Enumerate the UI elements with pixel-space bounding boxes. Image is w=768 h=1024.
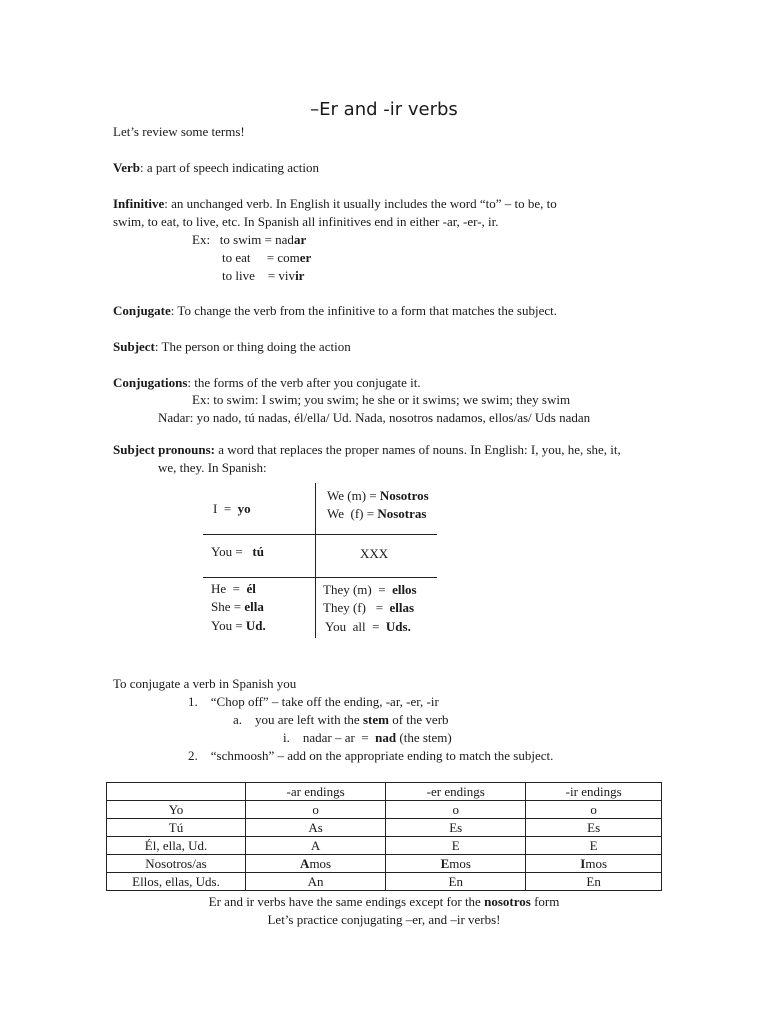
- pronoun-label: She =: [211, 599, 245, 614]
- table-row: [107, 873, 662, 891]
- pronoun-label: I =: [213, 501, 238, 516]
- verb-definition: [113, 160, 319, 176]
- footer-text: Er and ir verbs have the same endings except for the: [208, 894, 485, 909]
- table-cell: o: [526, 801, 662, 819]
- pronoun-ellas: [323, 599, 414, 617]
- infinitive-example-2: [222, 250, 311, 266]
- table-cell: Es: [386, 819, 526, 837]
- example-prefix: to live = viv: [222, 268, 296, 283]
- pronoun-word: yo: [237, 501, 251, 516]
- infinitive-definition-line1: [113, 196, 557, 212]
- table-cell: Es: [526, 819, 662, 837]
- pronoun-ud: [211, 617, 266, 635]
- step-1-i: [283, 730, 452, 746]
- table-cell: En: [526, 873, 662, 891]
- step-bold: nad: [375, 730, 397, 745]
- example-prefix: to eat = com: [222, 250, 300, 265]
- example-prefix: Ex: to swim = nad: [192, 232, 294, 247]
- table-cell: Nosotros/as: [107, 855, 246, 873]
- subject-pronouns-definition-line2: we, they. In Spanish:: [158, 460, 267, 475]
- pronoun-word: ellas: [389, 600, 415, 615]
- pronoun-word: ellos: [392, 582, 417, 597]
- conjugations-example-spanish: Nadar: yo nado, tú nadas, él/ella/ Ud. Nada, nosotros nadamos, ellos/as/ Uds nadan: [158, 410, 591, 425]
- step-text: (the stem): [396, 730, 452, 745]
- table-header-row: [107, 783, 662, 801]
- step-2: 2. “schmoosh” – add on the appropriate ending to match the subject.: [188, 748, 554, 763]
- infinitive-definition-line2: swim, to eat, to live, etc. In Spanish all infinitives end in either -ar, -er-, ir.: [113, 214, 499, 229]
- conjugations-term: Conjugations: [113, 375, 188, 390]
- table-header-cell: -ir endings: [526, 783, 662, 801]
- step-bold: stem: [362, 712, 389, 727]
- pronoun-label: We (m) =: [327, 488, 380, 503]
- table-cell: Emos: [386, 855, 526, 873]
- conjugations-definition: [113, 375, 421, 391]
- table-header-cell: -ar endings: [246, 783, 386, 801]
- table-cell: En: [386, 873, 526, 891]
- footer-bold: nosotros: [484, 894, 531, 909]
- table-header-cell: -er endings: [386, 783, 526, 801]
- step-text: of the verb: [388, 712, 449, 727]
- pronoun-ellos: [323, 581, 417, 599]
- pronoun-tu: [211, 543, 264, 561]
- table-cell: Amos: [246, 855, 386, 873]
- pronoun-placeholder-xxx: XXX: [360, 546, 389, 561]
- table-cell: Yo: [107, 801, 246, 819]
- subject-pronouns-term: Subject pronouns:: [113, 442, 215, 457]
- example-ending: ar: [293, 232, 307, 247]
- pronoun-word: Nosotros: [379, 488, 429, 503]
- subject-pronouns-def: a word that replaces the proper names of nouns. In English: I, you, he, she, it,: [214, 442, 621, 457]
- endings-table: [106, 782, 662, 891]
- subject-term: Subject: [113, 339, 155, 354]
- table-cell: Tú: [107, 819, 246, 837]
- pronoun-nosotros: [327, 487, 429, 505]
- conjugations-example-english: Ex: to swim: I swim; you swim; he she or it swims; we swim; they swim: [192, 392, 571, 407]
- infinitive-term: Infinitive: [113, 196, 165, 211]
- pronoun-nosotras: [327, 505, 426, 523]
- footer-note: [0, 894, 768, 910]
- steps-intro: To conjugate a verb in Spanish you: [113, 676, 297, 691]
- ending-initial: E: [440, 856, 450, 871]
- table-cell: Él, ella, Ud.: [107, 837, 246, 855]
- pronoun-label: They (m) =: [323, 582, 393, 597]
- footer-text: form: [530, 894, 560, 909]
- conjugate-definition: [113, 303, 557, 319]
- table-cell: E: [526, 837, 662, 855]
- grid-divider-horizontal: [203, 534, 437, 535]
- grid-divider-vertical: [315, 483, 316, 638]
- pronoun-uds: [325, 618, 411, 636]
- pronoun-word: ella: [244, 599, 264, 614]
- table-row: [107, 801, 662, 819]
- infinitive-example-3: [222, 268, 304, 284]
- page-title: –Er and -ir verbs: [310, 99, 458, 120]
- subject-pronouns-definition-line1: [113, 442, 621, 458]
- intro-text: Let’s review some terms!: [113, 124, 245, 139]
- subject-definition: [113, 339, 351, 355]
- conjugations-def: : the forms of the verb after you conjugate it.: [187, 375, 421, 390]
- pronoun-label: He =: [211, 581, 247, 596]
- conjugate-term: Conjugate: [113, 303, 171, 318]
- step-1a: [233, 712, 449, 728]
- table-cell: A: [246, 837, 386, 855]
- verb-def: : a part of speech indicating action: [139, 160, 320, 175]
- table-row: [107, 855, 662, 873]
- subject-def: : The person or thing doing the action: [154, 339, 351, 354]
- pronoun-el: [211, 580, 256, 598]
- example-ending: er: [299, 250, 312, 265]
- table-row: [107, 819, 662, 837]
- pronoun-label: You all =: [325, 619, 386, 634]
- pronoun-word: él: [246, 581, 256, 596]
- pronoun-word: Uds.: [385, 619, 411, 634]
- step-text: a. you are left with the: [233, 712, 363, 727]
- table-cell: o: [386, 801, 526, 819]
- pronoun-label: You =: [211, 618, 246, 633]
- step-text: i. nadar – ar =: [283, 730, 376, 745]
- table-cell: E: [386, 837, 526, 855]
- pronoun-word: Ud.: [245, 618, 266, 633]
- table-cell: Ellos, ellas, Uds.: [107, 873, 246, 891]
- example-ending: ir: [295, 268, 305, 283]
- verb-term: Verb: [113, 160, 140, 175]
- footer-practice: Let’s practice conjugating –er, and –ir verbs!: [267, 912, 501, 927]
- conjugate-def: : To change the verb from the infinitive to a form that matches the subject.: [170, 303, 557, 318]
- pronoun-label: You =: [211, 544, 253, 559]
- ending-initial: I: [580, 856, 586, 871]
- infinitive-def: : an unchanged verb. In English it usually includes the word “to” – to be, to: [164, 196, 557, 211]
- table-cell: Imos: [526, 855, 662, 873]
- table-cell: An: [246, 873, 386, 891]
- table-cell: As: [246, 819, 386, 837]
- pronoun-ella: [211, 598, 264, 616]
- table-header-cell: [107, 783, 246, 801]
- table-row: [107, 837, 662, 855]
- pronoun-label: We (f) =: [327, 506, 378, 521]
- grid-divider-horizontal: [203, 577, 437, 578]
- step-1: 1. “Chop off” – take off the ending, -ar, -er, -ir: [188, 694, 439, 709]
- ending-initial: A: [300, 856, 310, 871]
- pronoun-yo: [213, 500, 251, 518]
- pronoun-word: Nosotras: [377, 506, 427, 521]
- infinitive-example-1: [192, 232, 306, 248]
- pronoun-word: tú: [252, 544, 264, 559]
- table-cell: o: [246, 801, 386, 819]
- pronoun-label: They (f) =: [323, 600, 390, 615]
- pronoun-grid: [203, 483, 437, 638]
